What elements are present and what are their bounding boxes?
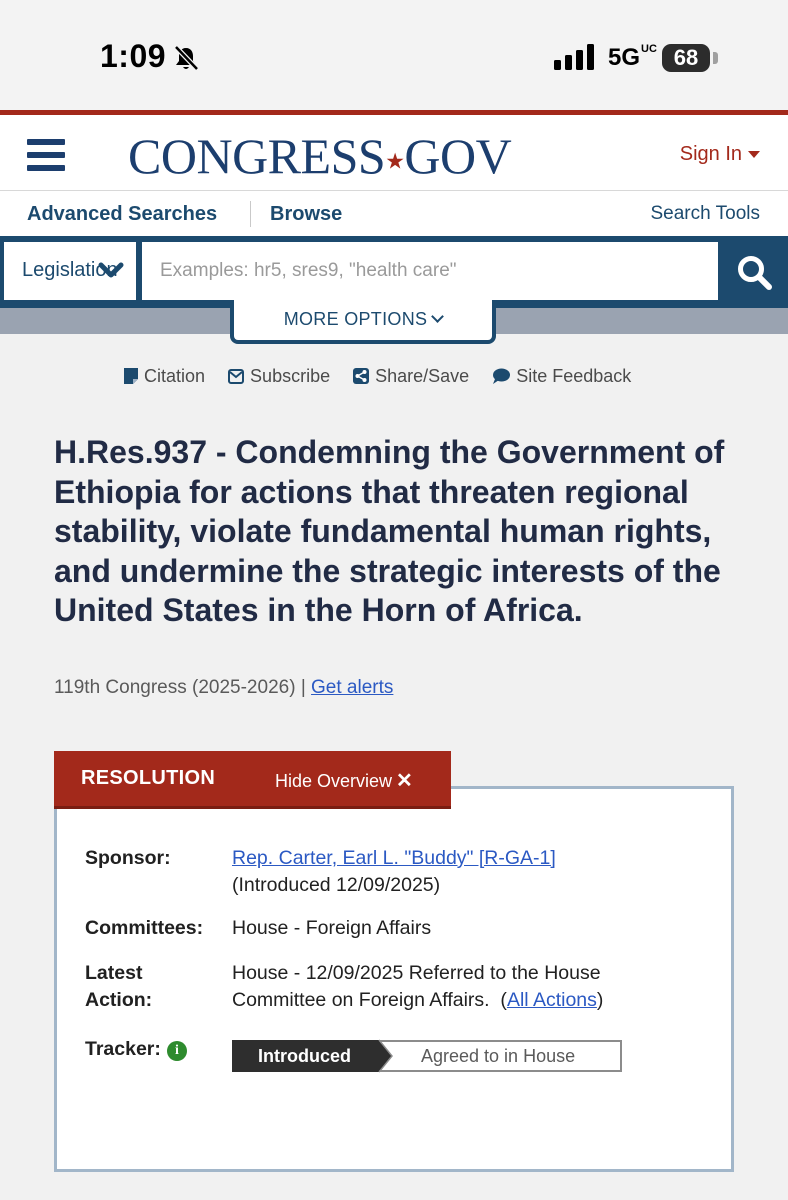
site-feedback-link[interactable]: Site Feedback bbox=[492, 366, 631, 387]
search-scope-select[interactable] bbox=[4, 242, 136, 300]
get-alerts-link[interactable]: Get alerts bbox=[311, 677, 394, 698]
site-header bbox=[0, 110, 788, 190]
bell-muted-icon bbox=[172, 44, 200, 72]
page-title: H.Res.937 - Condemning the Government of Ethiopia for actions that threaten regional stability, violate fundamental human rights, and undermine the strategic interests of the United States in the Horn of Africa. bbox=[54, 434, 725, 628]
nav-divider bbox=[250, 201, 251, 227]
latest-action-label: Latest Action: bbox=[85, 962, 153, 1011]
envelope-icon bbox=[228, 369, 244, 384]
info-icon[interactable]: i bbox=[167, 1041, 187, 1061]
network-label: 5GUC bbox=[608, 43, 657, 71]
chevron-down-icon bbox=[431, 310, 444, 323]
search-icon bbox=[736, 254, 774, 292]
tracker-step-introduced: Introduced bbox=[258, 1046, 351, 1066]
congress-gov-logo[interactable]: CONGRESS★GOV bbox=[128, 128, 512, 184]
committees-label: Committees: bbox=[85, 917, 204, 939]
close-icon: ✕ bbox=[396, 770, 413, 792]
sponsor-label: Sponsor: bbox=[85, 847, 171, 869]
chevron-down-icon bbox=[98, 262, 124, 280]
search-scope-value: Legislation bbox=[22, 259, 118, 281]
legislation-type-label: RESOLUTION bbox=[81, 767, 216, 789]
citation-icon bbox=[124, 368, 138, 384]
overview-tab bbox=[54, 751, 451, 809]
secondary-nav bbox=[0, 190, 788, 237]
more-options-button[interactable]: MORE OPTIONS bbox=[230, 300, 496, 344]
share-icon bbox=[353, 368, 369, 384]
latest-action-value: House - 12/09/2025 Referred to the House Committee on Foreign Affairs. (All Actions) bbox=[232, 962, 604, 1011]
all-actions-link[interactable]: All Actions bbox=[506, 989, 597, 1011]
search-button[interactable] bbox=[722, 242, 788, 300]
signal-icon bbox=[554, 44, 596, 70]
tracker-label: Tracker: i bbox=[85, 1036, 187, 1063]
sponsor-value bbox=[232, 845, 702, 899]
subscribe-link[interactable]: Subscribe bbox=[228, 366, 330, 387]
sponsor-link[interactable]: Rep. Carter, Earl L. "Buddy" [R-GA-1] bbox=[232, 847, 556, 869]
search-bar bbox=[0, 236, 788, 308]
speech-bubble-icon bbox=[492, 368, 510, 384]
introduced-date: (Introduced 12/09/2025) bbox=[232, 874, 441, 896]
page-tools bbox=[124, 366, 649, 390]
committees-value: House - Foreign Affairs bbox=[232, 917, 432, 939]
caret-down-icon bbox=[748, 151, 760, 158]
battery-indicator: 68 bbox=[662, 44, 710, 72]
status-time: 1:09 bbox=[100, 38, 167, 74]
status-tracker bbox=[232, 1040, 622, 1072]
congress-session: 119th Congress (2025-2026) | Get alerts bbox=[54, 677, 394, 698]
hamburger-menu-icon[interactable] bbox=[27, 139, 65, 173]
hide-overview-button[interactable]: Hide Overview ✕ bbox=[275, 770, 413, 792]
search-input[interactable] bbox=[142, 242, 718, 300]
sign-in-button[interactable]: Sign In bbox=[680, 143, 760, 166]
citation-link[interactable]: Citation bbox=[124, 366, 205, 387]
advanced-searches-link[interactable]: Advanced Searches bbox=[27, 203, 218, 225]
network-sub: UC bbox=[641, 43, 657, 55]
status-bar bbox=[0, 0, 788, 110]
logo-star-icon: ★ bbox=[385, 148, 405, 174]
battery-nub bbox=[713, 52, 718, 64]
tracker-step-agreed: Agreed to in House bbox=[421, 1046, 576, 1066]
browse-link[interactable]: Browse bbox=[270, 203, 343, 225]
search-tools-link[interactable]: Search Tools bbox=[650, 203, 760, 224]
share-save-link[interactable]: Share/Save bbox=[353, 366, 469, 387]
